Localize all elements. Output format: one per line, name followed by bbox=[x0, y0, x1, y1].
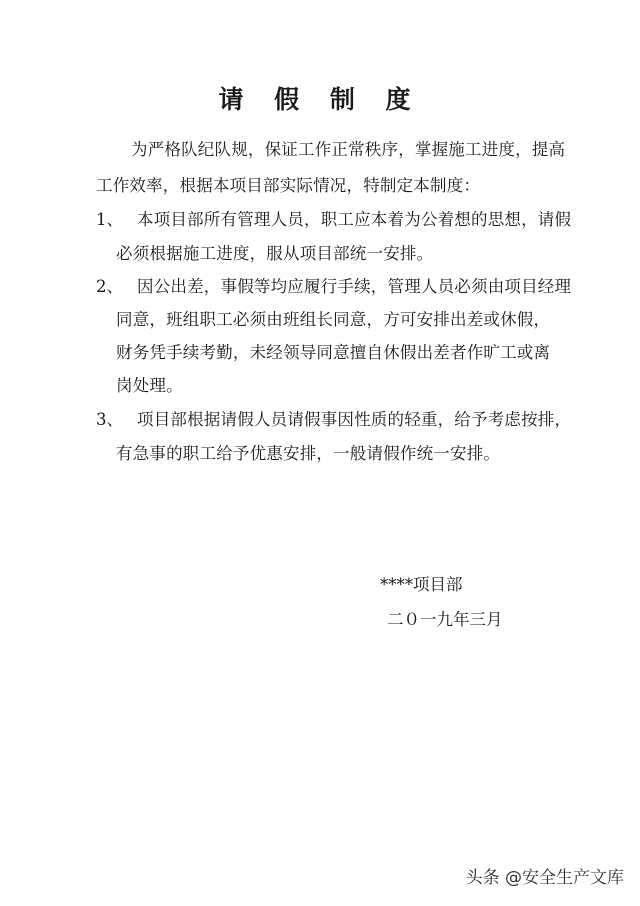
item-3-line-2: 有急事的职工给予优惠安排，一般请假作统一安排。 bbox=[116, 444, 501, 463]
document-title: 请 假 制 度 bbox=[218, 85, 422, 114]
item-2-line-3: 财务凭手续考勤，未经领导同意擅自休假出差者作旷工或离 bbox=[116, 343, 551, 362]
item-2-number: 2、 bbox=[96, 277, 123, 296]
intro-line-1: 为严格队纪队规，保证工作正常秩序，掌握施工进度，提高 bbox=[131, 140, 566, 159]
signature-org: ****项目部 bbox=[380, 575, 463, 594]
watermark-text: 头条 @安全生产文库 bbox=[465, 868, 624, 888]
item-3-line-1: 项目部根据请假人员请假事因性质的轻重，给予考虑按排， bbox=[137, 410, 572, 429]
item-2-line-4: 岗处理。 bbox=[116, 376, 183, 395]
item-2-line-1: 因公出差，事假等均应履行手续，管理人员必须由项目经理 bbox=[137, 277, 572, 296]
item-2-line-2: 同意，班组职工必须由班组长同意，方可安排出差或休假， bbox=[116, 310, 551, 329]
intro-line-2: 工作效率，根据本项目部实际情况，特制定本制度： bbox=[96, 176, 481, 195]
item-1-line-2: 必须根据施工进度，服从项目部统一安排。 bbox=[116, 244, 434, 263]
item-1-line-1: 本项目部所有管理人员，职工应本着为公着想的思想，请假 bbox=[137, 210, 572, 229]
item-1-number: 1、 bbox=[96, 210, 123, 229]
item-3-number: 3、 bbox=[96, 410, 123, 429]
signature-date: 二０一九年三月 bbox=[387, 610, 503, 629]
